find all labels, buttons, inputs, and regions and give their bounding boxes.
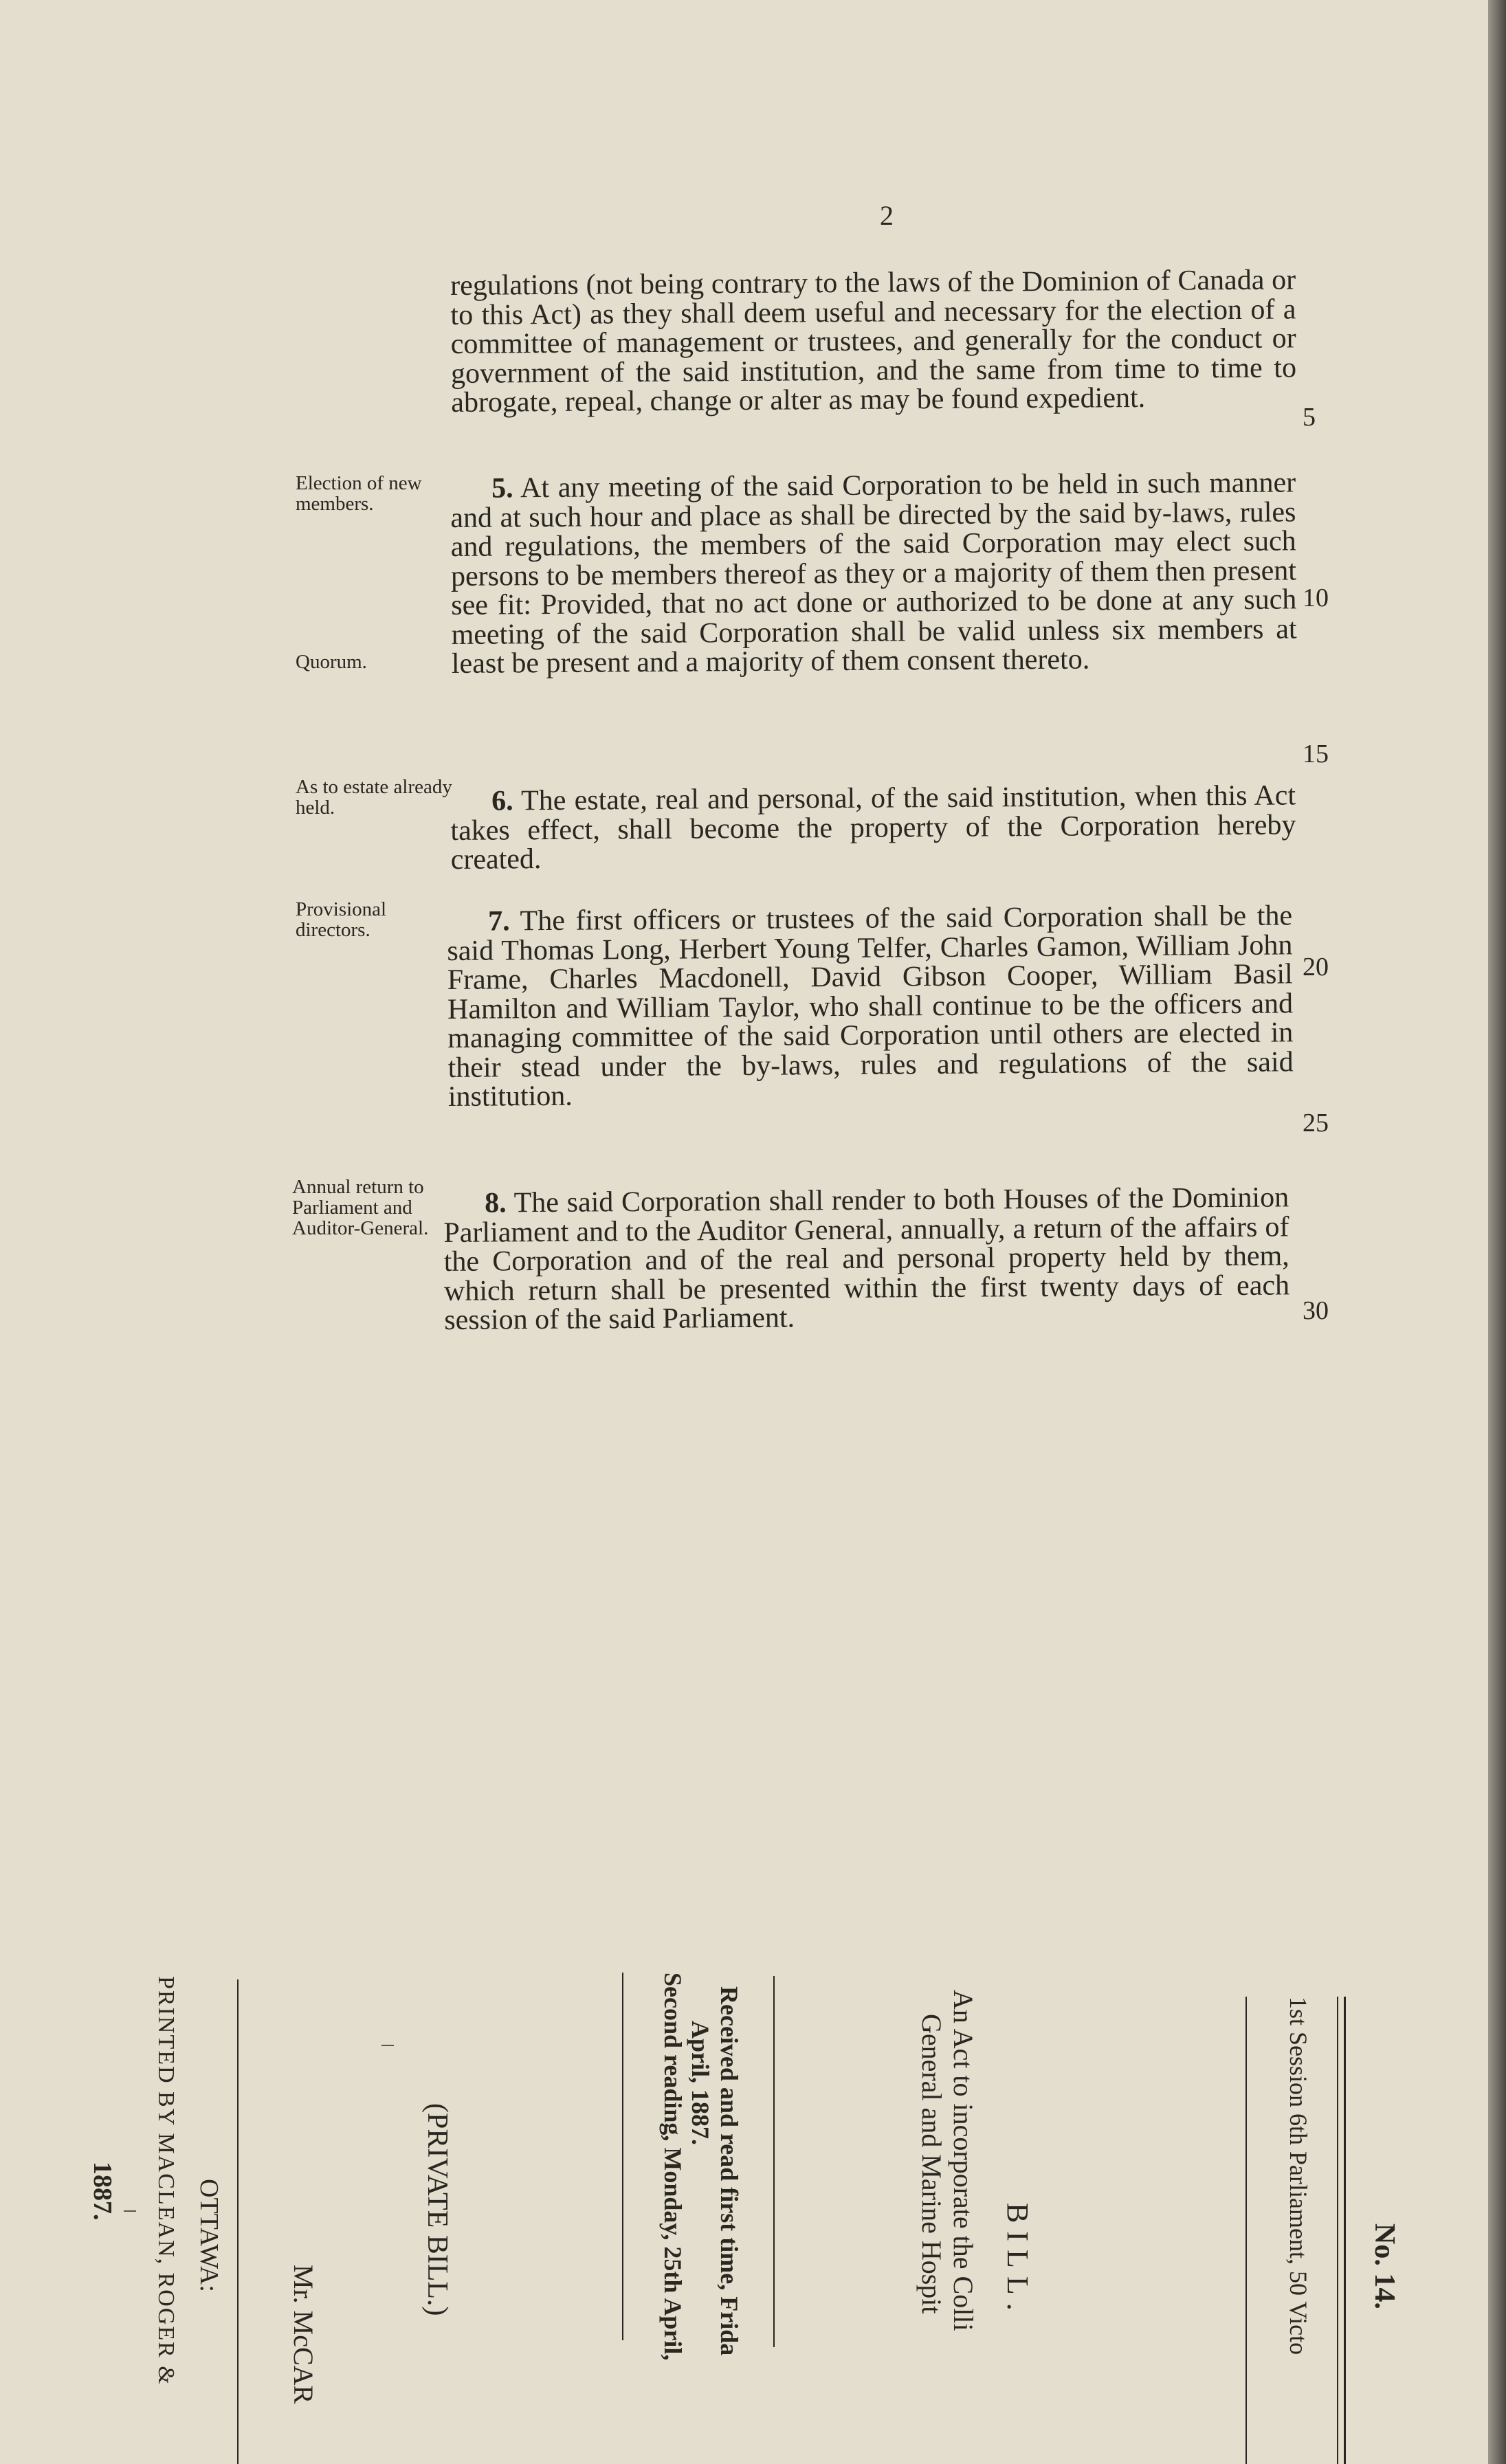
line-number: 25 bbox=[1303, 1109, 1329, 1137]
line-number: 30 bbox=[1303, 1296, 1329, 1325]
paragraph-section-6 bbox=[450, 781, 1296, 874]
paragraph-section-5 bbox=[450, 468, 1297, 678]
paragraph-section-8 bbox=[443, 1183, 1289, 1335]
cover-dash bbox=[124, 2210, 136, 2212]
section-number: 5. bbox=[491, 472, 513, 504]
margin-note-election: Election of new members. bbox=[296, 472, 422, 515]
paragraph-text: The first officers or trustees of the said Corporation shall be the said Thomas Long, Herbert Young Telfer, Charles Gamon, William John Frame, Charles Macdonell, David Gibson Cooper, William Basil Hamilton and William Taylor, who shall continue to be the officers and managing committee of the said Corporation until others are elected in their stead under the by-laws, rules and regulations of the said institution. bbox=[447, 900, 1294, 1113]
margin-note-annual-return: Annual return to Parliament and Auditor-General. bbox=[292, 1176, 429, 1239]
section-number: 6. bbox=[491, 785, 513, 817]
year: 1887. bbox=[88, 2162, 117, 2221]
margin-note-quorum: Quorum. bbox=[296, 651, 367, 673]
cover-rule bbox=[622, 1973, 623, 2340]
paragraph-section-7 bbox=[447, 901, 1294, 1111]
bill-number: No. 14. bbox=[1369, 2223, 1400, 2309]
line-number: 10 bbox=[1303, 584, 1329, 612]
paragraph-text: The said Corporation shall render to both Houses of the Dominion Parliament and to the Auditor General, annually, a return of the affairs of the Corporation and of the real and personal property held by them, which return shall be presented within the first twenty days of each session of the said Parliament. bbox=[443, 1181, 1290, 1336]
margin-note-estate: As to estate already held. bbox=[296, 776, 452, 819]
mover-name: Mr. McCAR bbox=[288, 2265, 319, 2404]
cover-rule bbox=[1337, 1997, 1338, 2464]
city: OTTAWA: bbox=[195, 2179, 223, 2292]
line-number: 20 bbox=[1303, 953, 1329, 981]
private-bill-label: (PRIVATE BILL.) bbox=[421, 2103, 453, 2316]
act-title-line-2: General and Marine Hospit bbox=[916, 2014, 947, 2314]
page-edge-shadow bbox=[1488, 0, 1506, 2464]
paragraph-text: The estate, real and personal, of the said institution, when this Act takes effect, shall become the property of the Corporation hereby created. bbox=[450, 779, 1296, 876]
paragraph-text: regulations (not being contrary to the laws of the Dominion of Canada or to this Act) as they shall deem useful and necessary for the election of a committee of management or trustees, and generally for the conduct or government of the said institution, and the same from time to time to abrogate, repeal, change or alter as may be found expedient. bbox=[450, 264, 1297, 419]
session-line: 1st Session 6th Parliament, 50 Victo bbox=[1285, 1997, 1312, 2355]
paragraph-text: At any meeting of the said Corporation to be held in such manner and at such hour and place as shall be directed by the said by-laws, rules and regulations, the members of the said Corporation may elect such persons to be members thereof as they or a majority of them then present see fit: Provided, that no act done or authorized to be done at any such meeting of the said Corporation shall be valid unless six members at least be present and a majority of them consent thereto. bbox=[450, 467, 1297, 680]
printer: PRINTED BY MACLEAN, ROGER & bbox=[153, 1976, 179, 2386]
act-title-line-1: An Act to incorporate the Colli bbox=[948, 1990, 979, 2331]
cover-rule bbox=[1344, 1997, 1346, 2464]
reading-line-3: Second reading, Monday, 25th April, bbox=[659, 1973, 687, 2361]
reading-line-2: April, 1887. bbox=[687, 2021, 714, 2146]
section-number: 7. bbox=[487, 905, 510, 937]
cover-rule bbox=[1245, 1997, 1247, 2464]
cover-dash bbox=[381, 2045, 394, 2046]
back-cover bbox=[0, 1973, 1488, 2464]
reading-line-1: Received and read first time, Frida bbox=[716, 1986, 743, 2356]
cover-rule bbox=[237, 1979, 239, 2464]
line-number: 15 bbox=[1303, 740, 1329, 768]
line-number: 5 bbox=[1303, 403, 1316, 432]
cover-rule bbox=[773, 1976, 775, 2347]
page-number: 2 bbox=[880, 200, 894, 231]
paragraph-continuation bbox=[450, 265, 1296, 417]
section-number: 8. bbox=[484, 1187, 507, 1219]
margin-note-provisional: Provisional directors. bbox=[296, 898, 387, 941]
bill-heading: BILL. bbox=[1001, 2203, 1034, 2319]
